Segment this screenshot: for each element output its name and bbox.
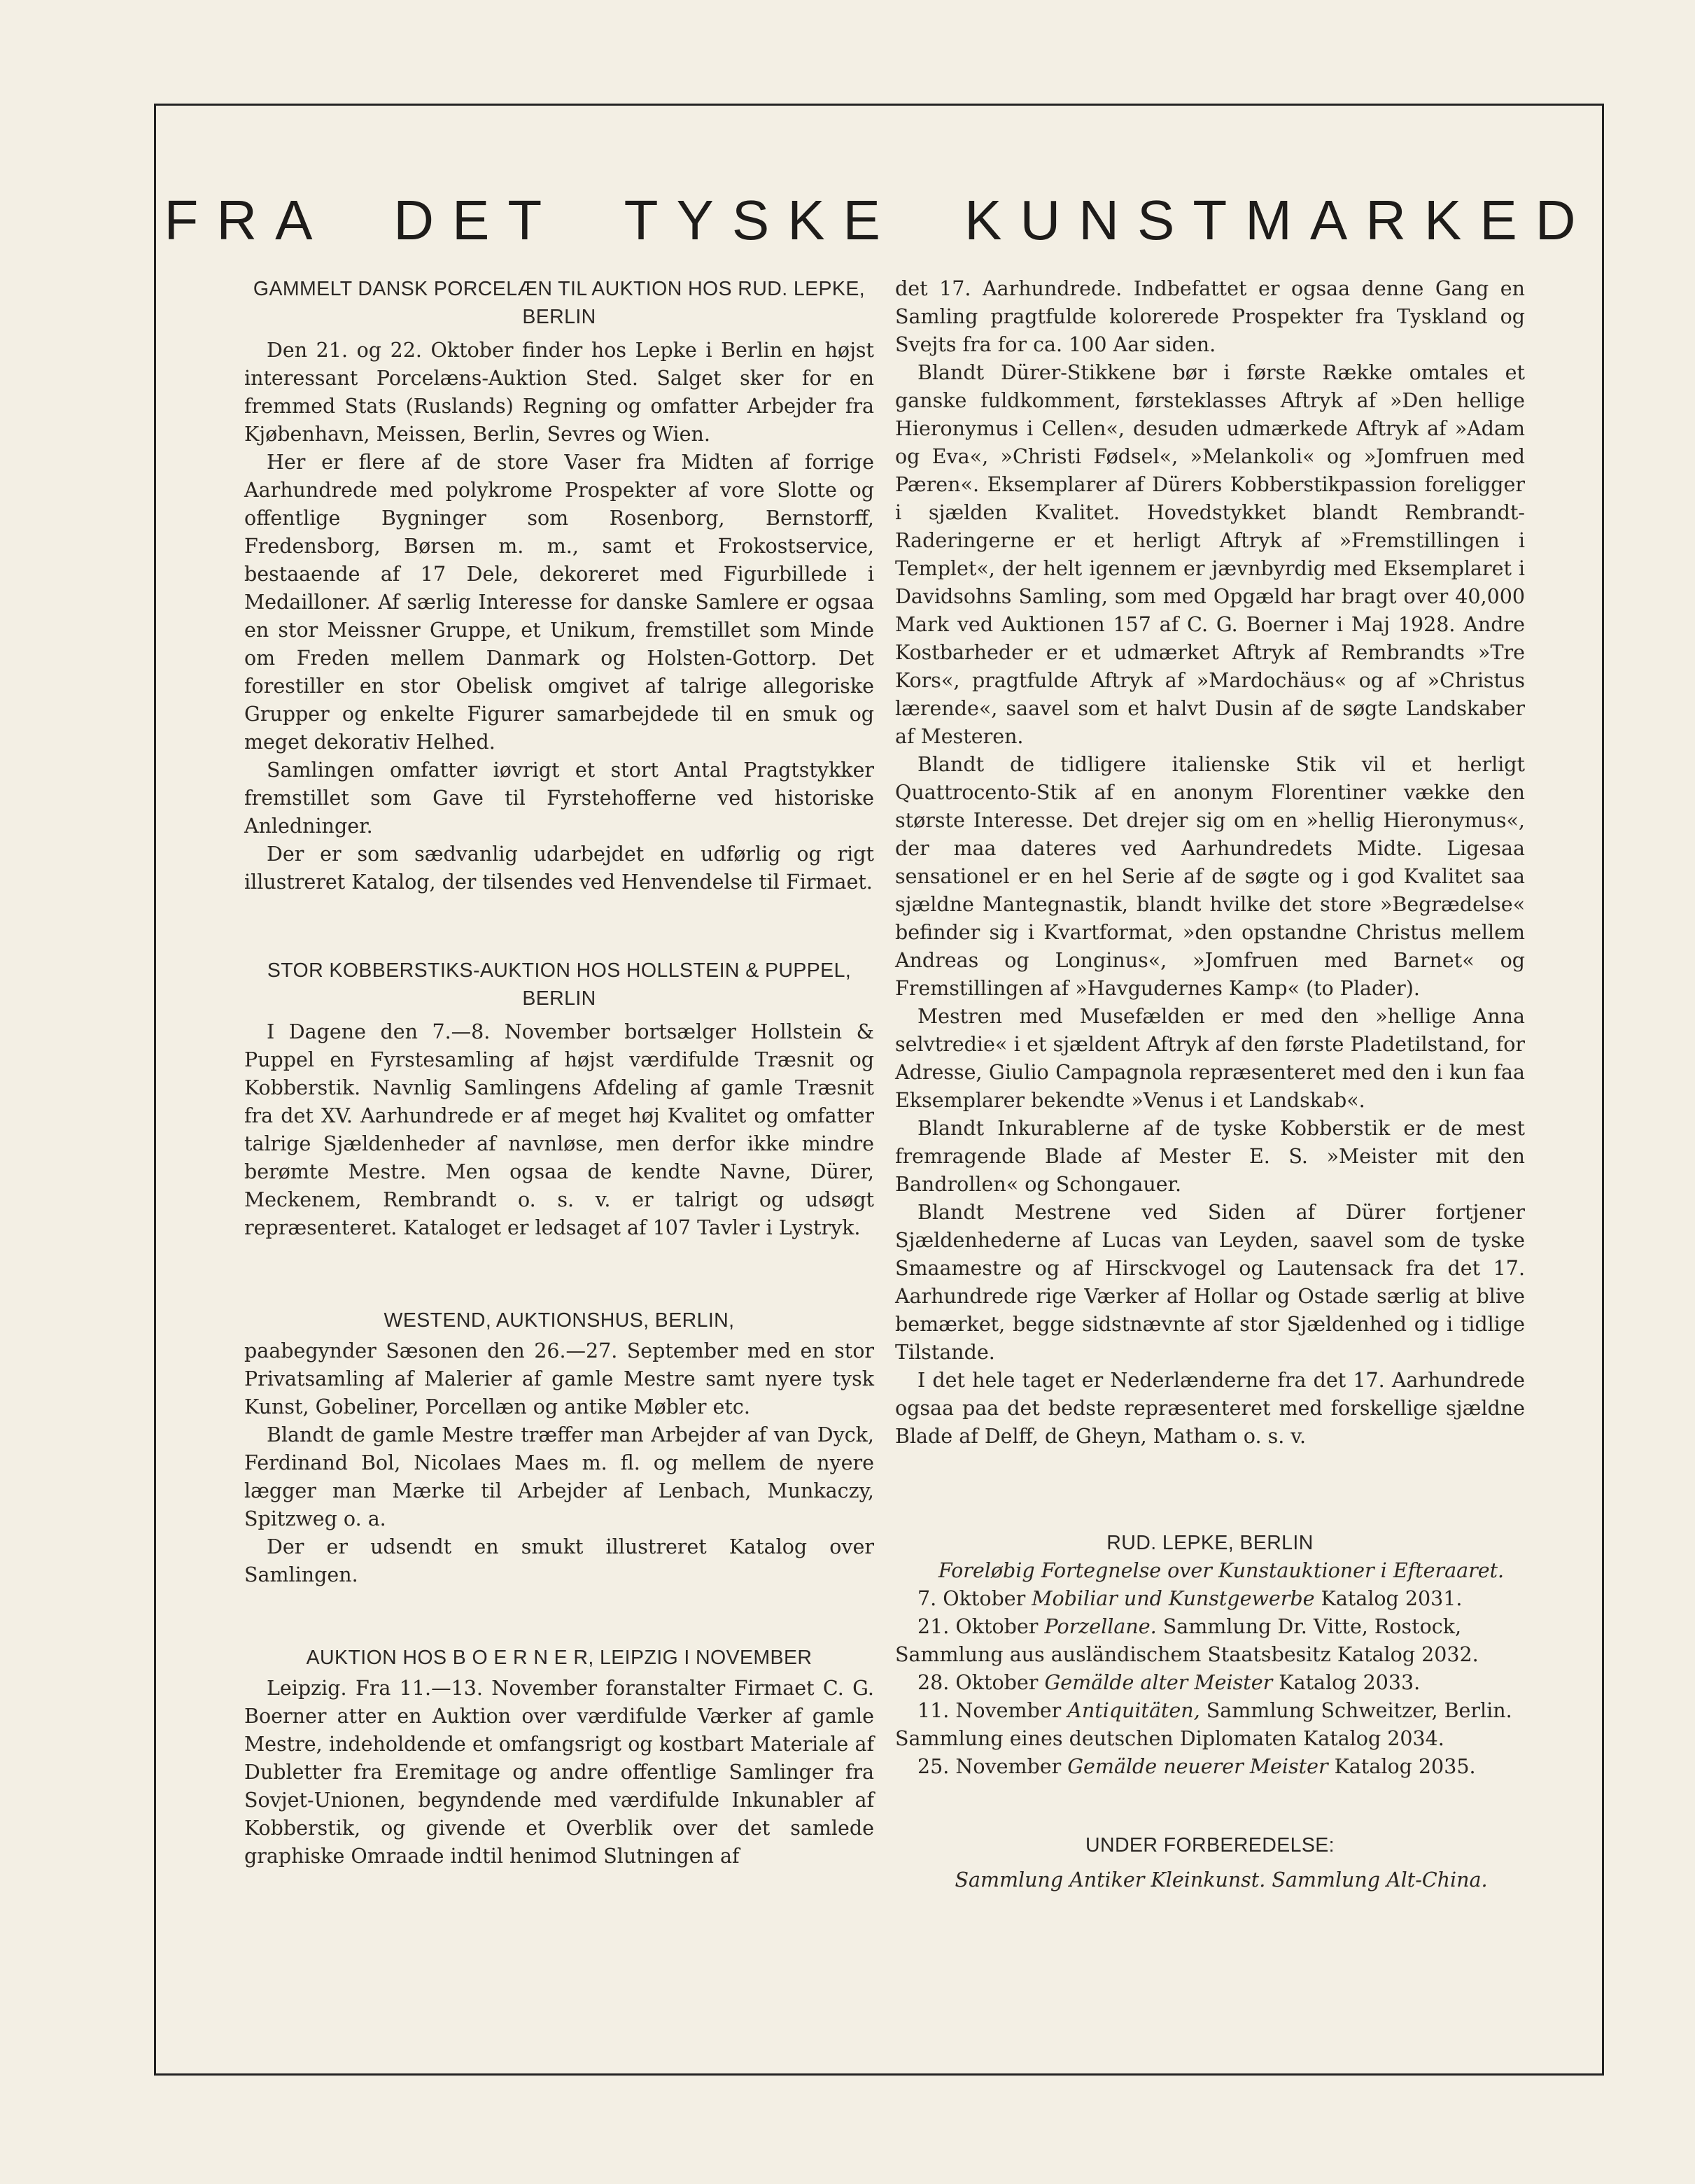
article-paragraph: paabegynder Sæsonen den 26.—27. September med en stor Privatsamling af Malerier af gamle Mestre samt nyere tysk Kunst, Gobeliner, Porcellæn og antike Møbler etc.	[244, 1339, 874, 1418]
catalog-item-title: Mobiliar und Kunstgewerbe	[1032, 1587, 1315, 1610]
article-paragraph: Blandt Dürer-Stikkene bør i første Række omtales et ganske fuldkomment, førsteklasses Aftryk af »Den hellige Hieronymus i Cellen«, desuden udmærkede Aftryk af »Adam og Eva«, »Christi Fødsel«, »Melankoli« og »Jomfruen med Pæren«. Eksemplarer af Dürers Kobberstikpassion foreligger i sjælden Kvalitet. Hovedstykket blandt Rembrandt-Raderingerne er et herligt Aftryk af »Fremstillingen i Templet«, der helt igennem er jævnbyrdig med Eksemplaret i Davidsohns Samling, som med Opgæld har bragt over 40,000 Mark ved Auktionen 157 af C. G. Boerner i Maj 1928. Andre Kostbarheder er et udmærket Aftryk af Rembrandts »Tre Kors«, pragtfulde Aftryk af »Mardochäus« og af »Christus lærende«, saavel som et halvt Dusin af de søgte Landskaber af Mesteren.	[895, 361, 1525, 748]
article-paragraph: Blandt Mestrene ved Siden af Dürer fortjener Sjældenhederne af Lucas van Leyden, saavel som de tyske Smaamestre og af Hirsckvogel og Lautensack fra det 17. Aarhundrede rige Værker af Hollar og Ostade særlig at blive bemærket, begge sidstnævnte af stor Sjældenhed og i tidlige Tilstande.	[895, 1201, 1525, 1364]
catalog-item-title: Antiquitäten,	[1067, 1699, 1200, 1722]
article-paragraph: I Dagene den 7.—8. November bortsælger Hollstein & Puppel en Fyrstesamling af højst værdifulde Træsnit og Kobberstik. Navnlig Samlingens Afdeling af gamle Træsnit fra det XV. Aarhundrede er af meget høj Kvalitet og omfatter talrige Sjældenheder af navnløse, men derfor ikke mindre berømte Mestre. Men ogsaa de kendte Navne, Dürer, Meckenem, Rembrandt o. s. v. er talrigt og udsøgt repræsenteret. Kataloget er ledsaget af 107 Tavler i Lystryk.	[244, 1020, 874, 1239]
preparation-section	[895, 1831, 1525, 1894]
catalog-item-rest: Katalog 2035.	[1334, 1755, 1476, 1778]
article-westend	[244, 1306, 874, 1589]
catalog-item-title: Porzellane.	[1044, 1615, 1157, 1638]
right-column	[895, 275, 1525, 1894]
article-paragraph: Der er som sædvanlig udarbejdet en udførlig og rigt illustreret Katalog, der tilsendes ved Henvendelse til Firmaet.	[244, 843, 874, 894]
page-title: FRA DET TYSKE KUNSTMARKED	[164, 189, 1594, 251]
article-paragraph: Der er udsendt en smukt illustreret Katalog over Samlingen.	[244, 1535, 874, 1586]
article-title: AUKTION HOS B O E R N E R, LEIPZIG I NOVEMBER	[306, 1647, 813, 1669]
article-porcelain	[244, 275, 874, 896]
article-paragraph: det 17. Aarhundrede. Indbefattet er ogsaa denne Gang en Samling pragtfulde kolorerede Prospekter fra Tyskland og Svejts fra for ca. 100 Aar siden.	[895, 277, 1525, 356]
left-column	[244, 275, 874, 1871]
catalog-item-title: Gemälde alter Meister	[1044, 1671, 1273, 1694]
article-title: GAMMELT DANSK PORCELÆN TIL AUKTION HOS RUD. LEPKE, BERLIN	[253, 278, 866, 328]
catalog-item-date: 21. Oktober	[917, 1615, 1039, 1638]
catalog-item-rest: Sammlung Dr. Vitte, Rostock, Sammlung aus ausländischem Staatsbesitz Katalog 2032.	[895, 1615, 1479, 1666]
article-paragraph: Samlingen omfatter iøvrigt et stort Antal Pragtstykker fremstillet som Gave til Fyrstehofferne ved historiske Anledninger.	[244, 759, 874, 838]
catalog-item-date: 28. Oktober	[917, 1671, 1039, 1694]
catalog-item	[895, 1753, 1525, 1781]
catalog-subtitle: Foreløbig Fortegnelse over Kunstauktioner i Efteraaret.	[938, 1559, 1505, 1582]
catalog-item	[895, 1613, 1525, 1669]
catalog-item	[895, 1697, 1525, 1753]
article-paragraph: Blandt de tidligere italienske Stik vil et herligt Quattrocento-Stik af en anonym Florentiner vække den største Interesse. Det drejer sig om en »hellig Hieronymus«, der maa dateres ved Aarhundredets Midte. Ligesaa sensationel er en hel Serie af de søgte og i god Kvalitet saa sjældne Mantegnastik, blandt hvilke det store »Begrædelse« befinder sig i Kvartformat, »den opstandne Christus mellem Andreas og Longinus«, »Jomfruen med Barnet« og Fremstillingen af »Havgudernes Kamp« (to Plader).	[895, 753, 1525, 1000]
page-frame	[154, 104, 1604, 2076]
catalog-item	[895, 1669, 1525, 1697]
article-paragraph: Den 21. og 22. Oktober finder hos Lepke i Berlin en højst interessant Porcelæns-Auktion Sted. Salget sker for en fremmed Stats (Ruslands) Regning og omfatter Arbejder fra Kjøbenhavn, Meissen, Berlin, Sevres og Wien.	[244, 339, 874, 446]
catalog-item-rest: Katalog 2031.	[1321, 1587, 1463, 1610]
catalog-item-title: Gemälde neuerer Meister	[1067, 1755, 1328, 1778]
article-hollstein	[244, 957, 874, 1242]
article-paragraph: Blandt de gamle Mestre træffer man Arbejder af van Dyck, Ferdinand Bol, Nicolaes Maes m. fl. og mellem de nyere lægger man Mærke til Arbejder af Lenbach, Munkaczy, Spitzweg o. a.	[244, 1423, 874, 1530]
preparation-title: UNDER FORBEREDELSE:	[1085, 1834, 1335, 1857]
article-paragraph: I det hele taget er Nederlænderne fra det 17. Aarhundrede ogsaa paa det bedste repræsenteret med forskellige sjældne Blade af Delff, de Gheyn, Matham o. s. v.	[895, 1369, 1525, 1448]
catalog-item-rest: Sammlung Schweitzer, Berlin. Sammlung eines deutschen Diplomaten Katalog 2034.	[895, 1699, 1512, 1750]
catalog-item-date: 7. Oktober	[917, 1587, 1026, 1610]
catalog-item	[895, 1585, 1525, 1613]
article-paragraph: Mestren med Musefælden er med den »hellige Anna selvtredie« i et sjældent Aftryk af den første Pladetilstand, for Adresse, Giulio Campagnola repræsenteret med den i kun faa Eksemplarer bekendte »Venus i et Landskab«.	[895, 1005, 1525, 1112]
catalog-title: RUD. LEPKE, BERLIN	[1106, 1532, 1314, 1554]
article-boerner	[244, 1644, 874, 1871]
catalog-section	[895, 1529, 1525, 1781]
catalog-item-rest: Katalog 2033.	[1279, 1671, 1421, 1694]
article-title: WESTEND, AUKTIONSHUS, BERLIN,	[384, 1309, 735, 1332]
article-paragraph: Leipzig. Fra 11.—13. November foranstalter Firmaet C. G. Boerner atter en Auktion over værdifulde Værker af gamle Mestre, indeholdende et omfangsrigt og kostbart Materiale af Dubletter fra Eremitage og andre offentlige Samlinger fra Sovjet-Unionen, begyndende med værdifulde Inkunabler af Kobberstik, og givende et Overblik over det samlede graphiske Omraade indtil henimod Slutningen af	[244, 1677, 874, 1868]
preparation-text: Sammlung Antiker Kleinkunst. Sammlung Alt-China.	[955, 1868, 1488, 1891]
catalog-item-date: 25. November	[917, 1755, 1062, 1778]
article-paragraph: Her er flere af de store Vaser fra Midten af forrige Aarhundrede med polykrome Prospekter af vore Slotte og offentlige Bygninger som Rosenborg, Bernstorff, Fredensborg, Børsen m. m., samt et Frokostservice, bestaaende af 17 Dele, dekoreret med Figurbillede i Medailloner. Af særlig Interesse for danske Samlere er ogsaa en stor Meissner Gruppe, et Unikum, fremstillet som Minde om Freden mellem Danmark og Holsten-Gottorp. Det forestiller en stor Obelisk omgivet af talrige allegoriske Grupper og enkelte Figurer samarbejdede til en smuk og meget dekorativ Helhed.	[244, 451, 874, 754]
catalog-item-date: 11. November	[917, 1699, 1062, 1722]
catalog-list	[895, 1585, 1525, 1781]
article-paragraph: Blandt Inkurablerne af de tyske Kobberstik er de mest fremragende Blade af Mester E. S. »Meister mit den Bandrollen« og Schongauer.	[895, 1117, 1525, 1196]
article-title: STOR KOBBERSTIKS-AUKTION HOS HOLLSTEIN & PUPPEL, BERLIN	[267, 959, 852, 1010]
